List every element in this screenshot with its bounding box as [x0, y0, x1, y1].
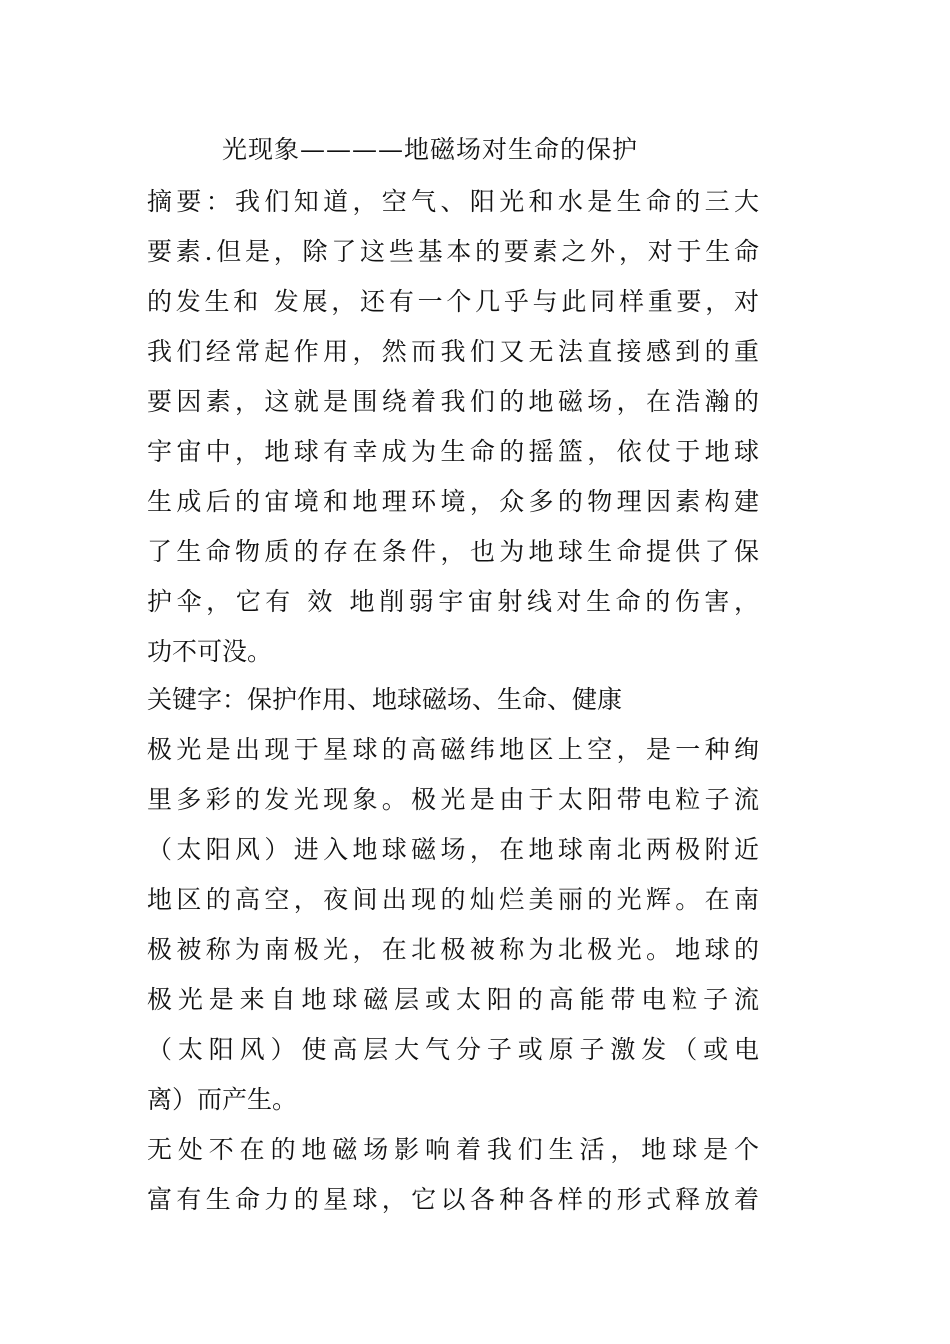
document-title: 光现象————地磁场对生命的保护 — [222, 135, 639, 164]
body-line: 地区的高空，夜间出现的灿烂美丽的光辉。在南 — [147, 885, 759, 914]
body-line: （太阳风）进入地球磁场，在地球南北两极附近 — [147, 835, 759, 864]
abstract-line: 护伞，它有 效 地削弱宇宙射线对生命的伤害， — [147, 587, 759, 616]
abstract-line: 我们经常起作用，然而我们又无法直接感到的重 — [147, 337, 759, 366]
keywords-line: 关键字：保护作用、地球磁场、生命、健康 — [147, 685, 623, 714]
abstract-line: 的发生和 发展，还有一个几乎与此同样重要，对 — [147, 287, 759, 316]
abstract-line: 摘要：我们知道，空气、阳光和水是生命的三大 — [147, 187, 759, 216]
body-line: 极光是出现于星球的高磁纬地区上空，是一种绚 — [147, 735, 759, 764]
abstract-line: 要因素，这就是围绕着我们的地磁场，在浩瀚的 — [147, 387, 759, 416]
abstract-line: 功不可没。 — [147, 637, 273, 666]
body-line: 离）而产生。 — [147, 1085, 298, 1114]
abstract-line: 了生命物质的存在条件，也为地球生命提供了保 — [147, 537, 759, 566]
paragraph-line: 富有生命力的星球，它以各种各样的形式释放着 — [147, 1185, 759, 1214]
abstract-line: 要素.但是，除了这些基本的要素之外，对于生命 — [147, 237, 759, 266]
paragraph-line: 无处不在的地磁场影响着我们生活，地球是个 — [147, 1135, 759, 1164]
abstract-line: 生成后的宙境和地理环境，众多的物理因素构建 — [147, 487, 759, 516]
body-line: 里多彩的发光现象。极光是由于太阳带电粒子流 — [147, 785, 759, 814]
body-line: 极光是来自地球磁层或太阳的高能带电粒子流 — [147, 985, 759, 1014]
body-line: 极被称为南极光，在北极被称为北极光。地球的 — [147, 935, 759, 964]
body-line: （太阳风）使高层大气分子或原子激发（或电 — [147, 1035, 759, 1064]
abstract-line: 宇宙中，地球有幸成为生命的摇篮，依仗于地球 — [147, 437, 759, 466]
